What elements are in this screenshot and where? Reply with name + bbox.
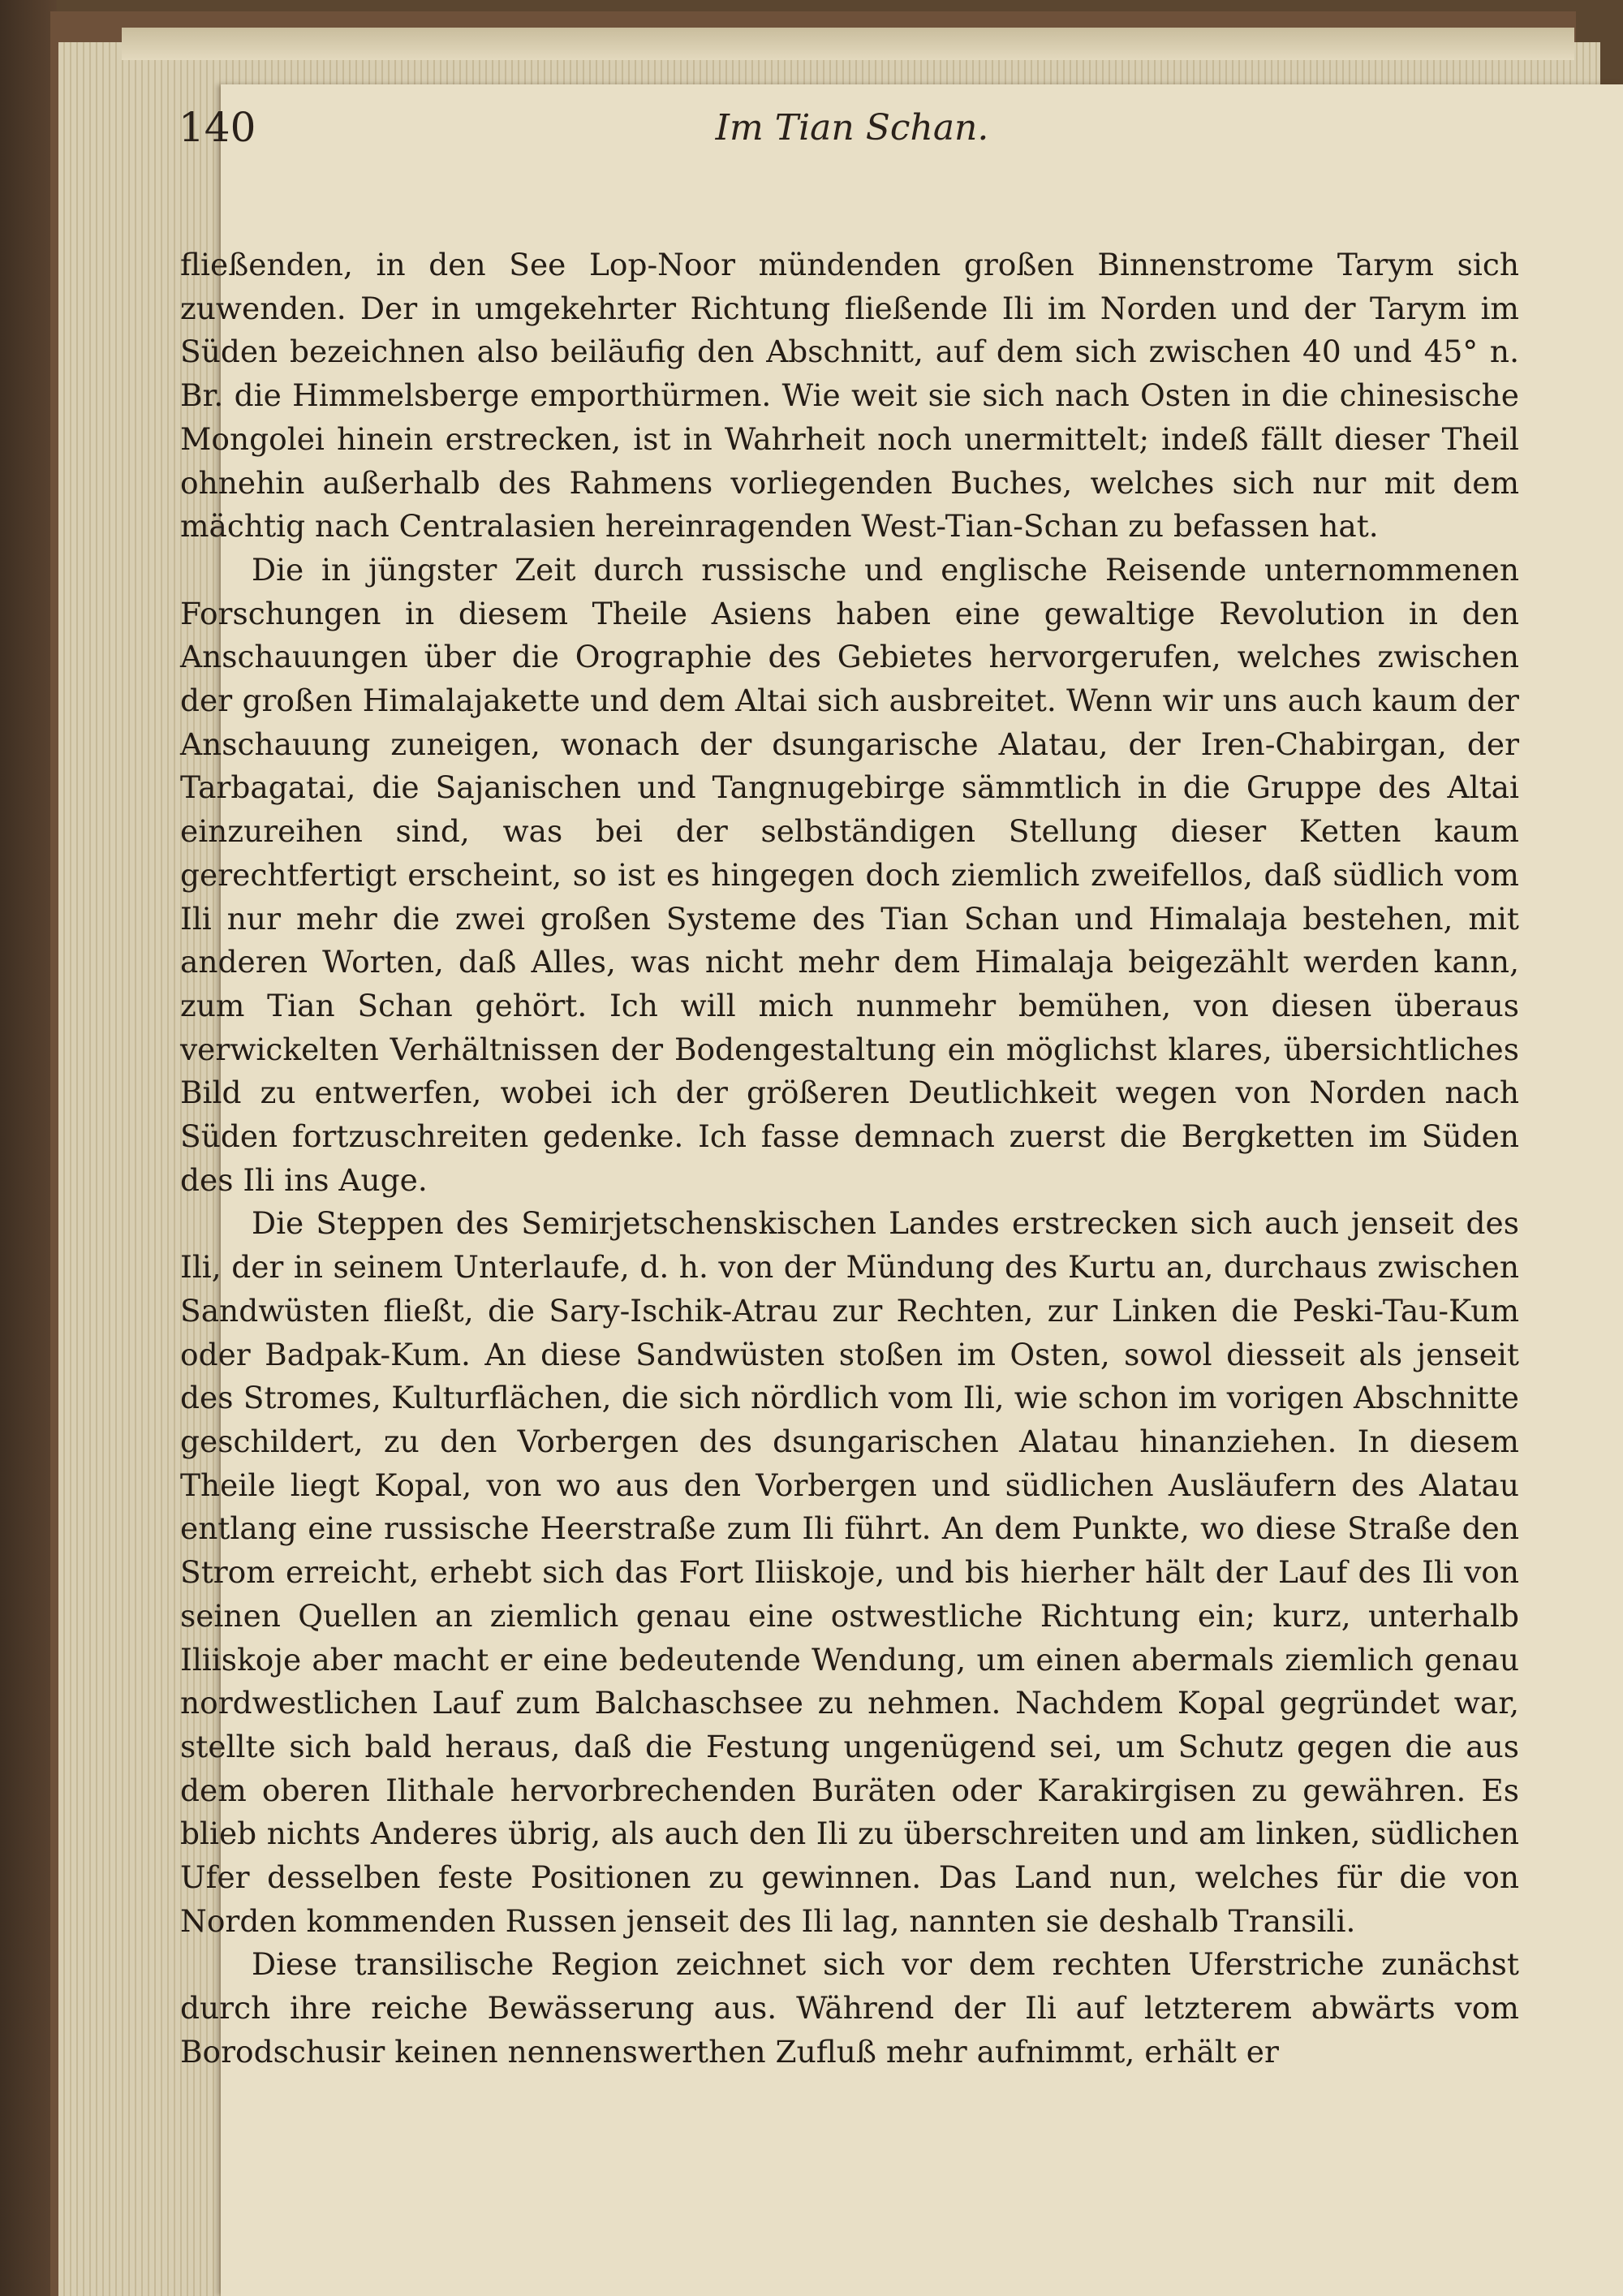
page-number: 140 [179, 104, 256, 151]
paragraph: Die in jüngster Zeit durch russische und englische Reisende unternommenen Forschungen in diesem Theile Asiens haben eine gewaltige Revolution in den Anschauungen über die Orographie des Gebietes hervorgerufen, welches zwischen der großen Himalajakette und dem Altai sich ausbreitet. Wenn wir uns auch kaum der Anschauung zuneigen, wonach der dsungarische Alatau, der Iren-Chabirgan, der Tarbagatai, die Sajanischen und Tangnugebirge sämmtlich in die Gruppe des Altai einzureihen sind, was bei der selbständigen Stellung dieser Ketten kaum gerechtfertigt erscheint, so ist es hingegen doch ziemlich zweifellos, daß südlich vom Ili nur mehr die zwei großen Systeme des Tian Schan und Himalaja bestehen, mit anderen Worten, daß Alles, was nicht mehr dem Himalaja beigezählt werden kann, zum Tian Schan gehört. Ich will mich nunmehr bemühen, von diesen überaus verwickelten Verhältnissen der Bodengestaltung ein möglichst klares, übersichtliches Bild zu entwerfen, wobei ich der größeren Deutlichkeit wegen von Norden nach Süden fortzuschreiten gedenke. Ich fasse demnach zuerst die Bergketten im Süden des Ili ins Auge. [180, 551, 1519, 1198]
book-spine [0, 0, 57, 2296]
page-header [179, 104, 1526, 169]
paragraph: Diese transilische Region zeichnet sich vor dem rechten Uferstriche zunächst durch ihre reiche Bewässerung aus. Während der Ili auf letzterem abwärts vom Borodschusir keinen nennenswerthen Zufluß mehr aufnimmt, erhält er [180, 1946, 1519, 2070]
page-top-edges [122, 28, 1574, 60]
paragraph-continuation: fließenden, in den See Lop-Noor mündenden großen Binnenstrome Tarym sich zuwenden. Der in umgekehrter Richtung fließende Ili im Norden und der Tarym im Süden bezeichnen also beiläufig den Abschnitt, auf dem sich zwischen 40 und 45° n. Br. die Himmelsberge emporthürmen. Wie weit sie sich nach Osten in die chinesische Mongolei hinein erstrecken, ist in Wahrheit noch unermittelt; indeß fällt dieser Theil ohnehin außerhalb des Rahmens vorliegenden Buches, welches sich nur mit dem mächtig nach Centralasien hereinragenden West-Tian-Schan zu befassen hat. [180, 247, 1519, 545]
body-text [180, 243, 1519, 2074]
paragraph: Die Steppen des Semirjetschenskischen Landes erstrecken sich auch jenseit des Ili, der in seinem Unterlaufe, d. h. von der Mündung des Kurtu an, durchaus zwischen Sandwüsten fließt, die Sary-Ischik-Atrau zur Rechten, zur Linken die Peski-Tau-Kum oder Badpak-Kum. An diese Sandwüsten stoßen im Osten, sowol diesseit als jenseit des Stromes, Kulturflächen, die sich nördlich vom Ili, wie schon im vorigen Abschnitte geschildert, zu den Vorbergen des dsungarischen Alatau hinanziehen. In diesem Theile liegt Kopal, von wo aus den Vorbergen und südlichen Ausläufern des Alatau entlang eine russische Heerstraße zum Ili führt. An dem Punkte, wo diese Straße den Strom erreicht, erhebt sich das Fort Iliiskoje, und bis hierher hält der Lauf des Ili von seinen Quellen an ziemlich genau eine ostwestliche Richtung ein; kurz, unterhalb Iliiskoje aber macht er eine bedeutende Wendung, um einen abermals ziemlich genau nordwestlichen Lauf zum Balchaschsee zu nehmen. Nachdem Kopal gegründet war, stellte sich bald heraus, daß die Festung ungenügend sei, um Schutz gegen die aus dem oberen Ilithale hervorbrechenden Buräten oder Karakirgisen zu gewähren. Es blieb nichts Anderes übrig, als auch den Ili zu überschreiten und am linken, südlichen Ufer desselben feste Positionen zu gewinnen. Das Land nun, welches für die von Norden kommenden Russen jenseit des Ili lag, nannten sie deshalb Transili. [180, 1205, 1519, 1939]
running-head: Im Tian Schan. [715, 107, 989, 149]
